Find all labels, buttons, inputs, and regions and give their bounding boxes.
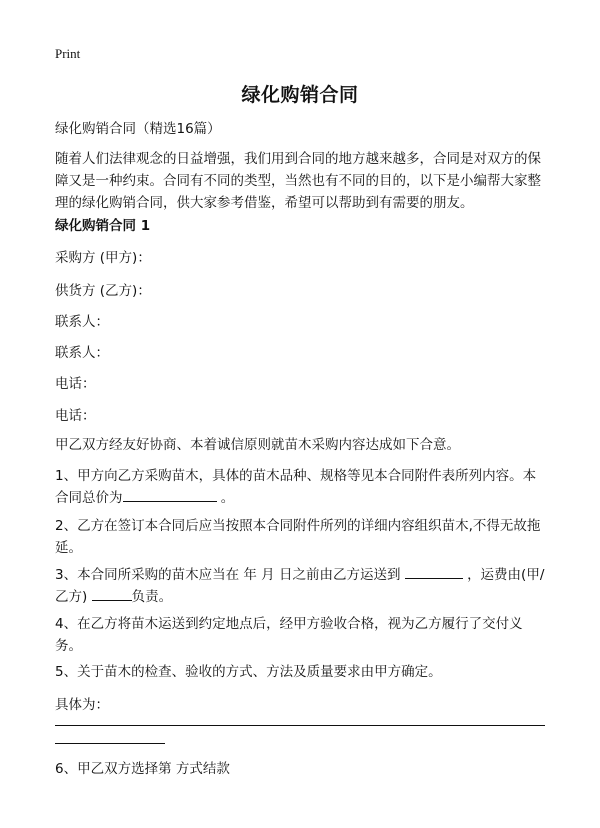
clause-3-text: ，运费由(甲/乙方) xyxy=(55,567,545,605)
print-link[interactable]: Print xyxy=(55,46,81,61)
clause-1-end: 。 xyxy=(220,490,235,506)
blank-line xyxy=(55,725,545,726)
blank-line xyxy=(92,586,132,601)
document-title: 绿化购销合同 xyxy=(241,84,359,106)
clause-3-text: 3、本合同所采购的苗木应当在 年 月 日之前由乙方运送到 xyxy=(55,567,401,583)
blank-line xyxy=(55,743,165,744)
blank-line xyxy=(123,487,217,502)
intro-paragraph: 随着人们法律观念的日益增强，我们用到合同的地方越来越多，合同是对双方的保障又是一种约束。合同有不同的类型，当然也有不同的目的，以下是小编帮大家整理的绿化购销合同，供大家参考借鉴，希望可以帮助到有需要的朋友。 xyxy=(55,151,541,211)
clause-4: 4、在乙方将苗木运送到约定地点后，经甲方验收合格，视为乙方履行了交付义务。 xyxy=(55,616,523,654)
contact-field: 联系人： xyxy=(55,345,109,361)
agreement-paragraph: 甲乙双方经友好协商、本着诚信原则就苗木采购内容达成如下合意。 xyxy=(55,437,460,453)
specific-label: 具体为： xyxy=(55,697,109,713)
clause-2: 2、乙方在签订本合同后应当按照本合同附件所列的详细内容组织苗木,不得无故拖延。 xyxy=(55,518,541,556)
blank-line xyxy=(405,564,463,579)
clause-5: 5、关于苗木的检查、验收的方式、方法及质量要求由甲方确定。 xyxy=(55,664,442,680)
clause-3 xyxy=(55,564,545,608)
document-subtitle: 绿化购销合同（精选16篇） xyxy=(55,121,221,137)
phone-field: 电话： xyxy=(55,376,96,392)
phone-field: 电话： xyxy=(55,408,96,424)
clause-3-end: 负责。 xyxy=(131,589,173,605)
clause-6: 6、甲乙双方选择第 方式结款 xyxy=(55,761,230,777)
clause-1-text: 1、甲方向乙方采购苗木，具体的苗木品种、规格等见本合同附件表所列内容。本合同总价为 xyxy=(55,468,537,506)
supplier-field: 供货方 (乙方)： xyxy=(55,283,151,299)
contact-field: 联系人： xyxy=(55,314,109,330)
buyer-field: 采购方 (甲方)： xyxy=(55,250,151,266)
clause-1 xyxy=(55,465,545,509)
section-heading: 绿化购销合同 1 xyxy=(55,218,151,234)
